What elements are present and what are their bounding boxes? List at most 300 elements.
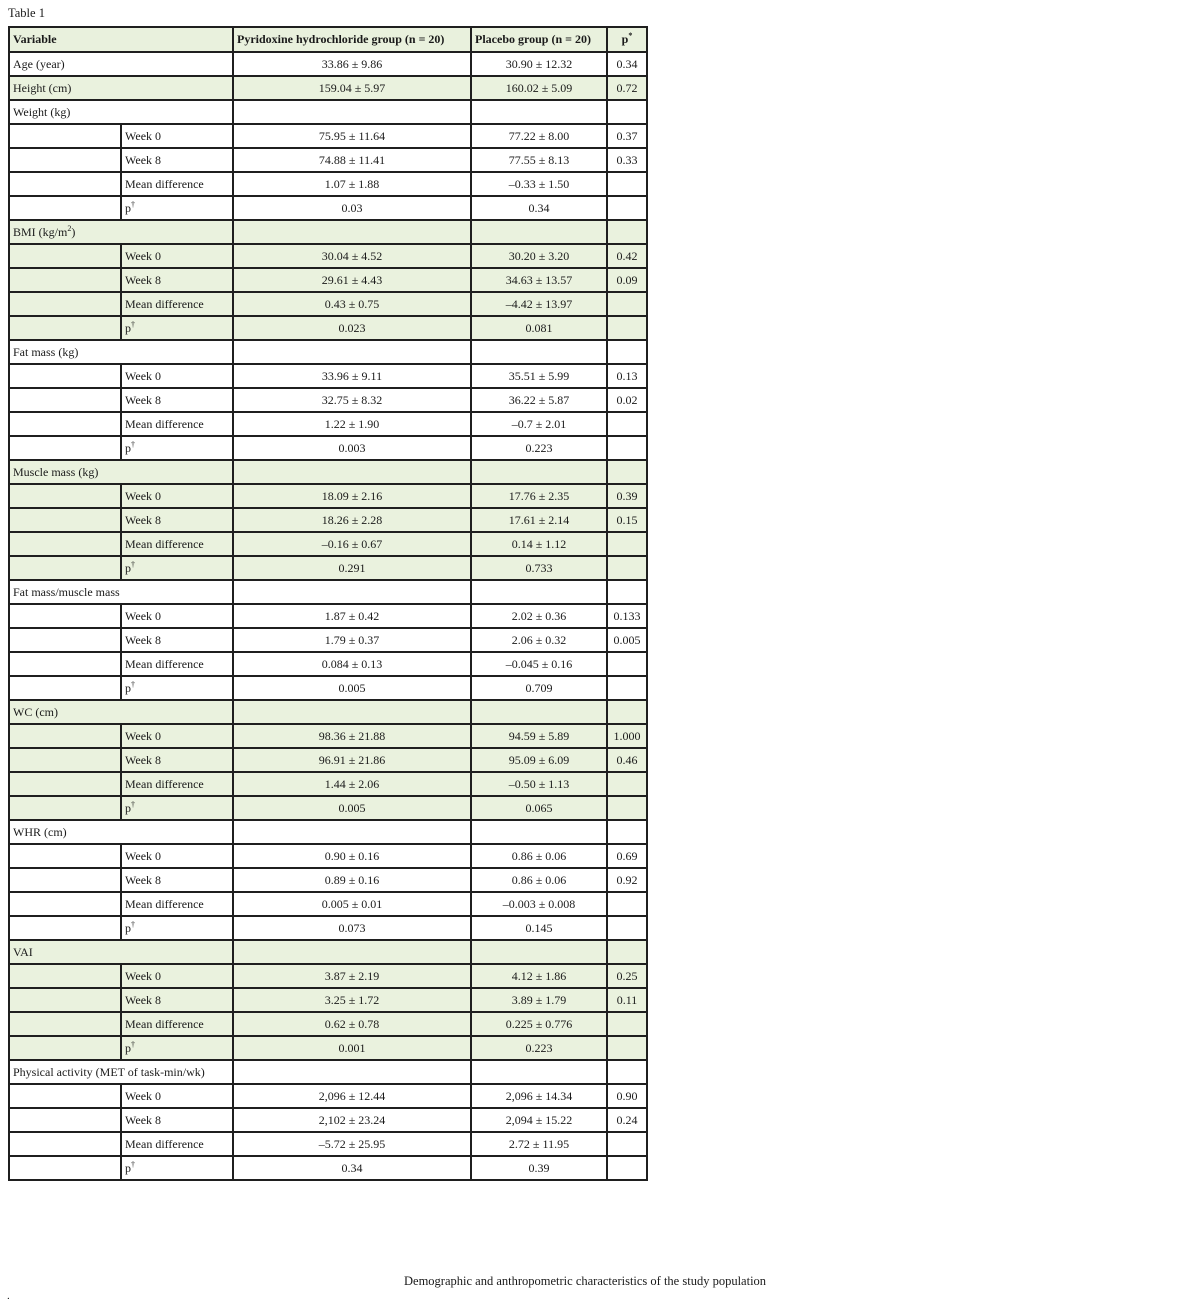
sub-row-label: Week 0 (121, 844, 233, 868)
placebo-value: 94.59 ± 5.89 (471, 724, 607, 748)
p-value (607, 652, 647, 676)
indent-cell (9, 1108, 121, 1132)
indent-cell (9, 364, 121, 388)
sub-row-label: Week 8 (121, 868, 233, 892)
group-header-row (9, 1060, 647, 1084)
indent-cell (9, 1156, 121, 1180)
group-label-superscript: 2 (67, 223, 72, 233)
empty-cell (607, 820, 647, 844)
dagger-mark: † (131, 1159, 135, 1169)
p-value (607, 532, 647, 556)
empty-cell (233, 820, 471, 844)
empty-cell (607, 580, 647, 604)
header-variable: Variable (9, 27, 233, 52)
table-body (9, 52, 647, 1180)
table-row (9, 892, 647, 916)
table-row (9, 268, 647, 292)
sub-row-label: Week 8 (121, 148, 233, 172)
placebo-value: –0.003 ± 0.008 (471, 892, 607, 916)
pyridoxine-value: 96.91 ± 21.86 (233, 748, 471, 772)
p-value: 0.33 (607, 148, 647, 172)
group-label-text: Physical activity (MET of task-min/wk) (13, 1064, 205, 1079)
sub-row-label: Week 8 (121, 388, 233, 412)
table-row (9, 148, 647, 172)
header-p-text: p (621, 32, 629, 46)
placebo-value: 77.55 ± 8.13 (471, 148, 607, 172)
group-label-text: WC (cm) (13, 704, 58, 719)
placebo-value: 0.14 ± 1.12 (471, 532, 607, 556)
dagger-mark: † (131, 559, 135, 569)
indent-cell (9, 1012, 121, 1036)
placebo-value: 0.733 (471, 556, 607, 580)
p-value: 0.42 (607, 244, 647, 268)
table-row (9, 1084, 647, 1108)
table-caption: Demographic and anthropometric characteristics of the study population (404, 1274, 767, 1288)
sub-row-label: Week 8 (121, 1108, 233, 1132)
sub-row-label: Mean difference (121, 1132, 233, 1156)
sub-row-label (121, 676, 233, 700)
sub-row-label (121, 916, 233, 940)
group-label-text: Fat mass/muscle mass (13, 584, 120, 599)
empty-cell (607, 940, 647, 964)
empty-cell (233, 940, 471, 964)
indent-cell (9, 436, 121, 460)
p-value (607, 892, 647, 916)
p-value: 0.11 (607, 988, 647, 1012)
empty-cell (233, 100, 471, 124)
pyridoxine-value: 0.003 (233, 436, 471, 460)
pyridoxine-value: 0.291 (233, 556, 471, 580)
pyridoxine-value: 98.36 ± 21.88 (233, 724, 471, 748)
placebo-value: 2,096 ± 14.34 (471, 1084, 607, 1108)
indent-cell (9, 628, 121, 652)
p-value (607, 196, 647, 220)
placebo-value: 0.709 (471, 676, 607, 700)
table-row (9, 52, 647, 76)
indent-cell (9, 964, 121, 988)
sub-row-label: Mean difference (121, 652, 233, 676)
empty-cell (233, 700, 471, 724)
p-value: 0.92 (607, 868, 647, 892)
indent-cell (9, 772, 121, 796)
indent-cell (9, 172, 121, 196)
indent-cell (9, 316, 121, 340)
header-placebo-group: Placebo group (n = 20) (471, 27, 607, 52)
indent-cell (9, 148, 121, 172)
p-value (607, 1036, 647, 1060)
table-row (9, 172, 647, 196)
table-row (9, 628, 647, 652)
table-row (9, 676, 647, 700)
header-p-value (607, 27, 647, 52)
indent-cell (9, 508, 121, 532)
empty-cell (471, 580, 607, 604)
indent-cell (9, 844, 121, 868)
empty-cell (471, 1060, 607, 1084)
indent-cell (9, 604, 121, 628)
placebo-value: 17.76 ± 2.35 (471, 484, 607, 508)
placebo-value: 0.145 (471, 916, 607, 940)
placebo-value: 17.61 ± 2.14 (471, 508, 607, 532)
p-dagger-text: p (125, 320, 131, 335)
indent-cell (9, 196, 121, 220)
sub-row-label: Mean difference (121, 412, 233, 436)
pyridoxine-value: 0.62 ± 0.78 (233, 1012, 471, 1036)
p-dagger-text: p (125, 1160, 131, 1175)
placebo-value: 2,094 ± 15.22 (471, 1108, 607, 1132)
sub-row-label: Mean difference (121, 532, 233, 556)
table-row (9, 844, 647, 868)
group-header-row (9, 940, 647, 964)
sub-row-label: Mean difference (121, 292, 233, 316)
indent-cell (9, 724, 121, 748)
indent-cell (9, 292, 121, 316)
p-dagger-text: p (125, 560, 131, 575)
sub-row-label: Week 8 (121, 748, 233, 772)
sub-row-label: Week 0 (121, 124, 233, 148)
p-dagger-text: p (125, 680, 131, 695)
p-value: 0.09 (607, 268, 647, 292)
pyridoxine-value: 1.44 ± 2.06 (233, 772, 471, 796)
indent-cell (9, 412, 121, 436)
placebo-value: –0.7 ± 2.01 (471, 412, 607, 436)
p-dagger-text: p (125, 800, 131, 815)
p-value: 0.69 (607, 844, 647, 868)
group-label-text: Fat mass (kg) (13, 344, 79, 359)
indent-cell (9, 892, 121, 916)
pyridoxine-value: 0.001 (233, 1036, 471, 1060)
table-row (9, 196, 647, 220)
group-label (9, 820, 233, 844)
group-label (9, 940, 233, 964)
group-header-row (9, 340, 647, 364)
trailing-mark: . (7, 1290, 10, 1302)
sub-row-label: Week 0 (121, 964, 233, 988)
p-value: 0.39 (607, 484, 647, 508)
placebo-value: –4.42 ± 13.97 (471, 292, 607, 316)
dagger-mark: † (131, 799, 135, 809)
empty-cell (233, 580, 471, 604)
pyridoxine-value: 2,102 ± 23.24 (233, 1108, 471, 1132)
pyridoxine-value: 0.89 ± 0.16 (233, 868, 471, 892)
group-label (9, 1060, 233, 1084)
p-value: 0.13 (607, 364, 647, 388)
table-row (9, 532, 647, 556)
sub-row-label: Week 8 (121, 988, 233, 1012)
table-row (9, 748, 647, 772)
p-value (607, 796, 647, 820)
empty-cell (471, 940, 607, 964)
p-dagger-text: p (125, 200, 131, 215)
sub-row-label: Week 0 (121, 1084, 233, 1108)
group-label (9, 580, 233, 604)
table-row (9, 244, 647, 268)
p-value: 0.24 (607, 1108, 647, 1132)
table-row (9, 988, 647, 1012)
pyridoxine-value: 18.26 ± 2.28 (233, 508, 471, 532)
group-label (9, 700, 233, 724)
empty-cell (233, 1060, 471, 1084)
p-value: 0.34 (607, 52, 647, 76)
sub-row-label: Week 8 (121, 268, 233, 292)
table-row (9, 652, 647, 676)
table-row (9, 388, 647, 412)
p-value (607, 1012, 647, 1036)
pyridoxine-value: 32.75 ± 8.32 (233, 388, 471, 412)
sub-row-label: Week 0 (121, 364, 233, 388)
pyridoxine-value: 0.023 (233, 316, 471, 340)
placebo-value: 2.06 ± 0.32 (471, 628, 607, 652)
sub-row-label: Week 0 (121, 604, 233, 628)
indent-cell (9, 532, 121, 556)
indent-cell (9, 124, 121, 148)
placebo-value: 160.02 ± 5.09 (471, 76, 607, 100)
sub-row-label: Week 8 (121, 508, 233, 532)
sub-row-label: Week 0 (121, 484, 233, 508)
table-row (9, 484, 647, 508)
table-row (9, 772, 647, 796)
p-value: 0.37 (607, 124, 647, 148)
pyridoxine-value: 3.87 ± 2.19 (233, 964, 471, 988)
indent-cell (9, 244, 121, 268)
sub-row-label (121, 1156, 233, 1180)
p-value: 0.133 (607, 604, 647, 628)
table-row (9, 76, 647, 100)
indent-cell (9, 796, 121, 820)
group-label (9, 220, 233, 244)
pyridoxine-value: 0.005 (233, 796, 471, 820)
table-row (9, 724, 647, 748)
sub-row-label (121, 1036, 233, 1060)
p-value (607, 292, 647, 316)
row-label: Height (cm) (9, 76, 233, 100)
indent-cell (9, 556, 121, 580)
p-value (607, 1156, 647, 1180)
p-value: 0.02 (607, 388, 647, 412)
pyridoxine-value: 29.61 ± 4.43 (233, 268, 471, 292)
empty-cell (607, 340, 647, 364)
table-row (9, 508, 647, 532)
p-value: 0.72 (607, 76, 647, 100)
table-row (9, 412, 647, 436)
empty-cell (607, 700, 647, 724)
placebo-value: 0.223 (471, 436, 607, 460)
p-value: 0.90 (607, 1084, 647, 1108)
sub-row-label: Mean difference (121, 772, 233, 796)
pyridoxine-value: –5.72 ± 25.95 (233, 1132, 471, 1156)
pyridoxine-value: 2,096 ± 12.44 (233, 1084, 471, 1108)
pyridoxine-value: 74.88 ± 11.41 (233, 148, 471, 172)
group-header-row (9, 460, 647, 484)
sub-row-label (121, 556, 233, 580)
table-header-row (9, 27, 647, 52)
indent-cell (9, 916, 121, 940)
p-value (607, 556, 647, 580)
table-label: Table 1 (8, 6, 45, 20)
p-value: 0.46 (607, 748, 647, 772)
pyridoxine-value: 1.79 ± 0.37 (233, 628, 471, 652)
indent-cell (9, 484, 121, 508)
p-dagger-text: p (125, 1040, 131, 1055)
table-row (9, 916, 647, 940)
indent-cell (9, 1132, 121, 1156)
dagger-mark: † (131, 919, 135, 929)
indent-cell (9, 868, 121, 892)
sub-row-label: Mean difference (121, 172, 233, 196)
group-header-row (9, 100, 647, 124)
group-label-text: WHR (cm) (13, 824, 67, 839)
p-value: 0.15 (607, 508, 647, 532)
pyridoxine-value: 0.005 (233, 676, 471, 700)
pyridoxine-value: 18.09 ± 2.16 (233, 484, 471, 508)
empty-cell (471, 820, 607, 844)
indent-cell (9, 1084, 121, 1108)
sub-row-label: Week 8 (121, 628, 233, 652)
pyridoxine-value: 1.22 ± 1.90 (233, 412, 471, 436)
placebo-value: 3.89 ± 1.79 (471, 988, 607, 1012)
placebo-value: 2.72 ± 11.95 (471, 1132, 607, 1156)
table-row (9, 556, 647, 580)
pyridoxine-value: –0.16 ± 0.67 (233, 532, 471, 556)
placebo-value: 2.02 ± 0.36 (471, 604, 607, 628)
dagger-mark: † (131, 679, 135, 689)
group-label-text: BMI (kg/m (13, 224, 68, 239)
header-p-asterisk: * (628, 31, 633, 40)
placebo-value: 35.51 ± 5.99 (471, 364, 607, 388)
empty-cell (233, 340, 471, 364)
sub-row-label: Week 0 (121, 724, 233, 748)
p-value (607, 1132, 647, 1156)
placebo-value: –0.33 ± 1.50 (471, 172, 607, 196)
p-dagger-text: p (125, 440, 131, 455)
group-label-text: VAI (13, 944, 33, 959)
placebo-value: 30.20 ± 3.20 (471, 244, 607, 268)
group-label-suffix: ) (71, 224, 76, 239)
placebo-value: 4.12 ± 1.86 (471, 964, 607, 988)
empty-cell (607, 1060, 647, 1084)
empty-cell (471, 340, 607, 364)
table-row (9, 1012, 647, 1036)
empty-cell (233, 220, 471, 244)
p-value: 0.005 (607, 628, 647, 652)
characteristics-table (8, 26, 648, 1181)
sub-row-label (121, 796, 233, 820)
placebo-value: 36.22 ± 5.87 (471, 388, 607, 412)
table-row (9, 292, 647, 316)
table-row (9, 436, 647, 460)
placebo-value: 0.223 (471, 1036, 607, 1060)
placebo-value: 34.63 ± 13.57 (471, 268, 607, 292)
table-row (9, 1156, 647, 1180)
sub-row-label (121, 196, 233, 220)
dagger-mark: † (131, 319, 135, 329)
sub-row-label: Mean difference (121, 892, 233, 916)
pyridoxine-value: 30.04 ± 4.52 (233, 244, 471, 268)
indent-cell (9, 988, 121, 1012)
p-value: 0.25 (607, 964, 647, 988)
indent-cell (9, 652, 121, 676)
table-row (9, 1132, 647, 1156)
placebo-value: 95.09 ± 6.09 (471, 748, 607, 772)
empty-cell (471, 700, 607, 724)
table-row (9, 868, 647, 892)
empty-cell (471, 460, 607, 484)
pyridoxine-value: 0.005 ± 0.01 (233, 892, 471, 916)
group-label (9, 460, 233, 484)
group-label-text: Weight (kg) (13, 104, 71, 119)
p-value (607, 172, 647, 196)
group-header-row (9, 220, 647, 244)
dagger-mark: † (131, 1039, 135, 1049)
pyridoxine-value: 0.03 (233, 196, 471, 220)
dagger-mark: † (131, 199, 135, 209)
p-value (607, 436, 647, 460)
empty-cell (607, 100, 647, 124)
table-row (9, 796, 647, 820)
placebo-value: –0.045 ± 0.16 (471, 652, 607, 676)
pyridoxine-value: 0.43 ± 0.75 (233, 292, 471, 316)
indent-cell (9, 748, 121, 772)
p-value (607, 316, 647, 340)
pyridoxine-value: 0.073 (233, 916, 471, 940)
placebo-value: 0.86 ± 0.06 (471, 868, 607, 892)
placebo-value: 0.34 (471, 196, 607, 220)
empty-cell (607, 460, 647, 484)
table-row (9, 604, 647, 628)
p-value: 1.000 (607, 724, 647, 748)
pyridoxine-value: 0.34 (233, 1156, 471, 1180)
header-pyridoxine-group: Pyridoxine hydrochloride group (n = 20) (233, 27, 471, 52)
row-label: Age (year) (9, 52, 233, 76)
p-value (607, 916, 647, 940)
indent-cell (9, 1036, 121, 1060)
placebo-value: 0.225 ± 0.776 (471, 1012, 607, 1036)
pyridoxine-value: 159.04 ± 5.97 (233, 76, 471, 100)
placebo-value: 0.065 (471, 796, 607, 820)
placebo-value: 0.86 ± 0.06 (471, 844, 607, 868)
empty-cell (471, 220, 607, 244)
pyridoxine-value: 75.95 ± 11.64 (233, 124, 471, 148)
sub-row-label: Mean difference (121, 1012, 233, 1036)
placebo-value: –0.50 ± 1.13 (471, 772, 607, 796)
p-dagger-text: p (125, 920, 131, 935)
placebo-value: 0.39 (471, 1156, 607, 1180)
table-row (9, 364, 647, 388)
indent-cell (9, 676, 121, 700)
group-label (9, 100, 233, 124)
pyridoxine-value: 1.07 ± 1.88 (233, 172, 471, 196)
dagger-mark: † (131, 439, 135, 449)
empty-cell (471, 100, 607, 124)
pyridoxine-value: 33.96 ± 9.11 (233, 364, 471, 388)
group-header-row (9, 700, 647, 724)
pyridoxine-value: 3.25 ± 1.72 (233, 988, 471, 1012)
indent-cell (9, 388, 121, 412)
p-value (607, 676, 647, 700)
table-row (9, 964, 647, 988)
placebo-value: 30.90 ± 12.32 (471, 52, 607, 76)
p-value (607, 412, 647, 436)
table-row (9, 316, 647, 340)
sub-row-label (121, 436, 233, 460)
pyridoxine-value: 0.084 ± 0.13 (233, 652, 471, 676)
sub-row-label (121, 316, 233, 340)
sub-row-label: Week 0 (121, 244, 233, 268)
p-value (607, 772, 647, 796)
empty-cell (607, 220, 647, 244)
group-header-row (9, 820, 647, 844)
placebo-value: 0.081 (471, 316, 607, 340)
